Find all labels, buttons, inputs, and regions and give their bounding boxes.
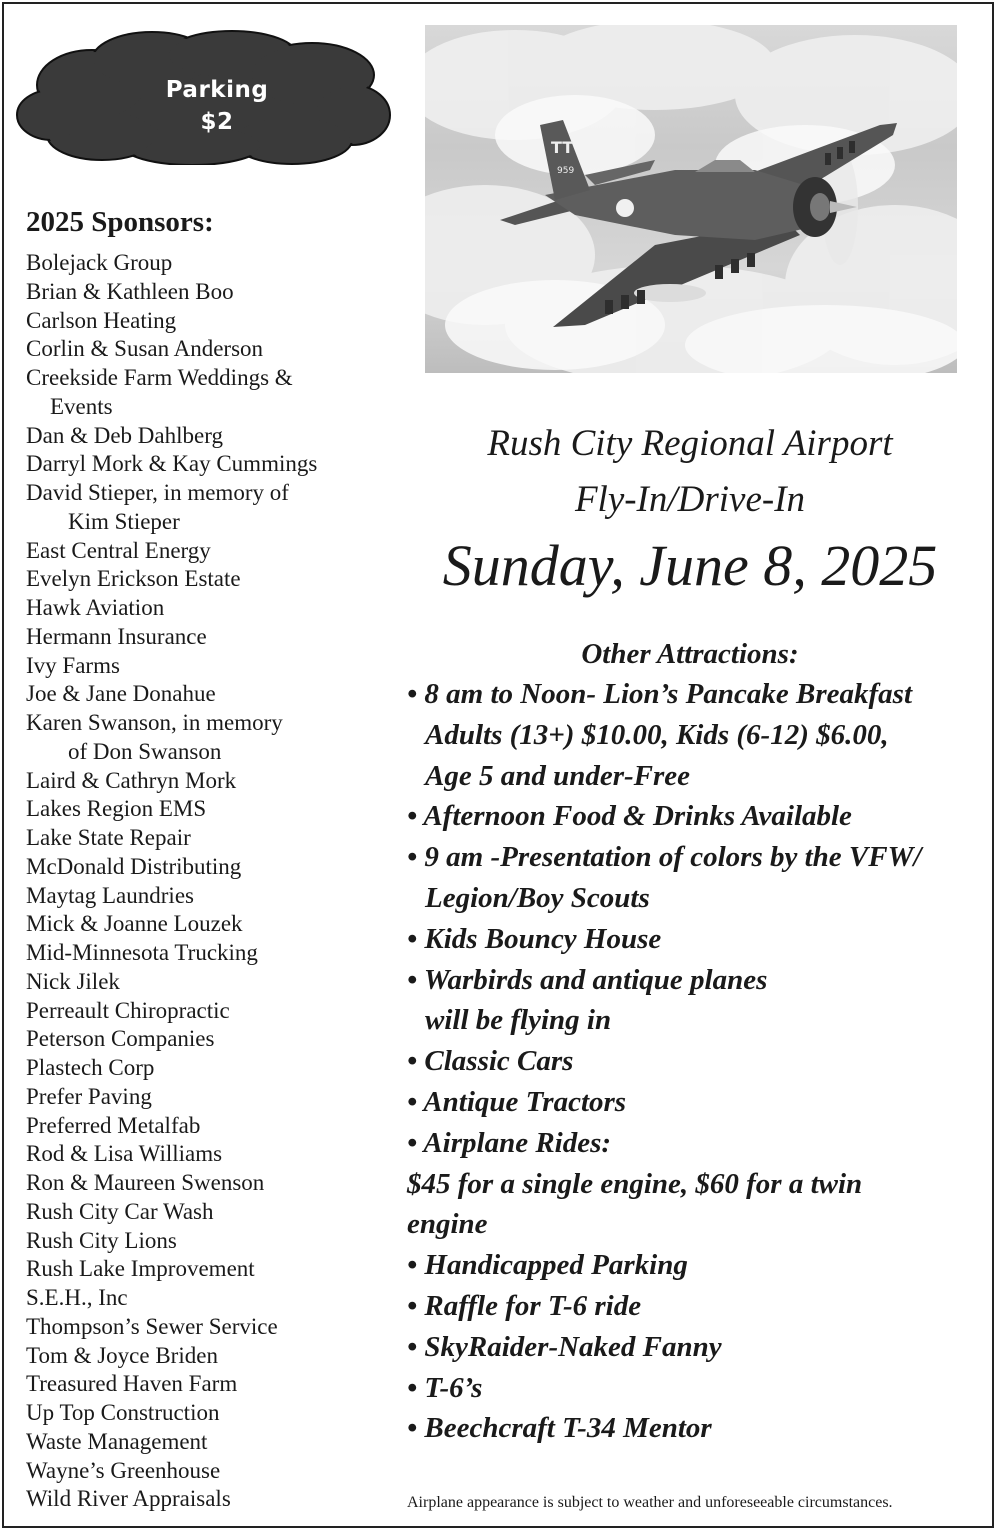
sponsor-item: Carlson Heating [26, 307, 177, 333]
attraction-detail: will be flying in [425, 1004, 612, 1037]
sponsor-item: Brian & Kathleen Boo [26, 278, 234, 304]
attraction-item: • Warbirds and antique planes [407, 963, 768, 996]
sponsor-item: Ivy Farms [26, 652, 120, 678]
airport-name: Rush City Regional Airport [487, 423, 893, 464]
attraction-item: • SkyRaider-Naked Fanny [407, 1330, 722, 1363]
sponsor-item: Laird & Cathryn Mork [26, 767, 237, 793]
sponsor-item: Peterson Companies [26, 1026, 215, 1052]
sponsor-item-continued: of Don Swanson [68, 738, 222, 764]
attraction-item: • Antique Tractors [407, 1085, 627, 1118]
attraction-item: • T-6’s [407, 1371, 483, 1404]
sponsor-item: Prefer Paving [26, 1083, 152, 1109]
sponsor-item: Lake State Repair [26, 825, 191, 850]
airplane-illustration [425, 25, 957, 373]
attraction-detail: $45 for a single engine, $60 for a twin [407, 1167, 863, 1200]
sponsor-item: Karen Swanson, in memory [26, 710, 283, 735]
sponsor-item: Nick Jilek [26, 968, 120, 994]
sponsor-item: Maytag Laundries [26, 882, 194, 908]
sponsor-item: Wild River Appraisals [26, 1486, 231, 1512]
sponsor-item: Rush Lake Improvement [26, 1256, 255, 1282]
parking-badge [12, 30, 392, 165]
sponsor-item-continued: Events [50, 393, 113, 419]
sponsor-item: Preferred Metalfab [26, 1112, 201, 1138]
parking-label: Parking [165, 77, 269, 103]
sponsor-item: McDonald Distributing [26, 853, 242, 879]
tail-code: TT [551, 138, 574, 157]
attraction-item: • Afternoon Food & Drinks Available [407, 800, 852, 833]
sponsor-item: Joe & Jane Donahue [26, 681, 216, 707]
sponsor-item: Up Top Construction [26, 1400, 220, 1425]
event-name: Fly-In/Drive-In [574, 479, 806, 520]
sponsor-item: Tom & Joyce Briden [26, 1342, 218, 1368]
sponsor-item: East Central Energy [26, 537, 211, 563]
sponsor-item: Plastech Corp [26, 1055, 155, 1080]
sponsors-title: 2025 Sponsors: [26, 206, 214, 238]
parking-text [122, 74, 312, 138]
sponsor-item: Rush City Lions [26, 1227, 177, 1253]
sponsor-item: Rod & Lisa Williams [26, 1141, 223, 1167]
attraction-item: • Handicapped Parking [407, 1249, 688, 1282]
sponsor-item: Rush City Car Wash [26, 1198, 214, 1224]
disclaimer: Airplane appearance is subject to weather and unforeseeable circumstances. [407, 1494, 893, 1511]
attractions-list [407, 674, 987, 1449]
sponsor-item: Darryl Mork & Kay Cummings [26, 451, 318, 477]
attraction-item: • Beechcraft T-34 Mentor [407, 1412, 712, 1445]
attraction-item: • Kids Bouncy House [407, 922, 662, 955]
airplane-photo [425, 25, 957, 373]
attraction-detail: Adults (13+) $10.00, Kids (6-12) $6.00, [425, 718, 889, 751]
attractions-title: Other Attractions: [581, 638, 799, 670]
sponsor-item: Creekside Farm Weddings & [26, 365, 293, 390]
attraction-item: • 9 am -Presentation of colors by the VFW/ [407, 841, 922, 874]
sponsor-item: David Stieper, in memory of [26, 480, 289, 505]
sponsor-item: Hermann Insurance [26, 623, 207, 649]
tail-number: 959 [557, 166, 575, 176]
event-date: Sunday, June 8, 2025 [442, 533, 938, 598]
sponsor-item: Treasured Haven Farm [26, 1371, 238, 1397]
sponsor-item: Ron & Maureen Swenson [26, 1170, 265, 1195]
attraction-item: • 8 am to Noon- Lion’s Pancake Breakfast [407, 678, 913, 710]
sponsor-item: Bolejack Group [26, 250, 173, 275]
sponsor-list [26, 249, 386, 1514]
sponsor-item: Thompson’s Sewer Service [26, 1313, 278, 1339]
parking-price: $2 [200, 109, 234, 135]
sponsor-item: Lakes Region EMS [26, 796, 207, 822]
sponsor-item: Hawk Aviation [26, 595, 165, 620]
attraction-detail: Age 5 and under-Free [425, 759, 691, 792]
sponsor-item: Wayne’s Greenhouse [26, 1457, 221, 1483]
sponsor-item: Mick & Joanne Louzek [26, 911, 243, 937]
sponsor-item: S.E.H., Inc [26, 1285, 128, 1310]
sponsor-item: Waste Management [26, 1428, 208, 1454]
attraction-item: • Raffle for T-6 ride [407, 1289, 642, 1322]
attraction-item: • Airplane Rides: [407, 1126, 612, 1159]
attraction-detail: engine [407, 1208, 488, 1241]
sponsor-item: Perreault Chiropractic [26, 997, 230, 1023]
sponsor-item-continued: Kim Stieper [68, 508, 180, 534]
attraction-item: • Classic Cars [407, 1045, 574, 1078]
sponsor-item: Mid-Minnesota Trucking [26, 940, 258, 965]
attraction-detail: Legion/Boy Scouts [425, 881, 650, 914]
sponsor-item: Dan & Deb Dahlberg [26, 422, 223, 448]
sponsor-item: Evelyn Erickson Estate [26, 566, 241, 592]
sponsor-item: Corlin & Susan Anderson [26, 336, 264, 362]
